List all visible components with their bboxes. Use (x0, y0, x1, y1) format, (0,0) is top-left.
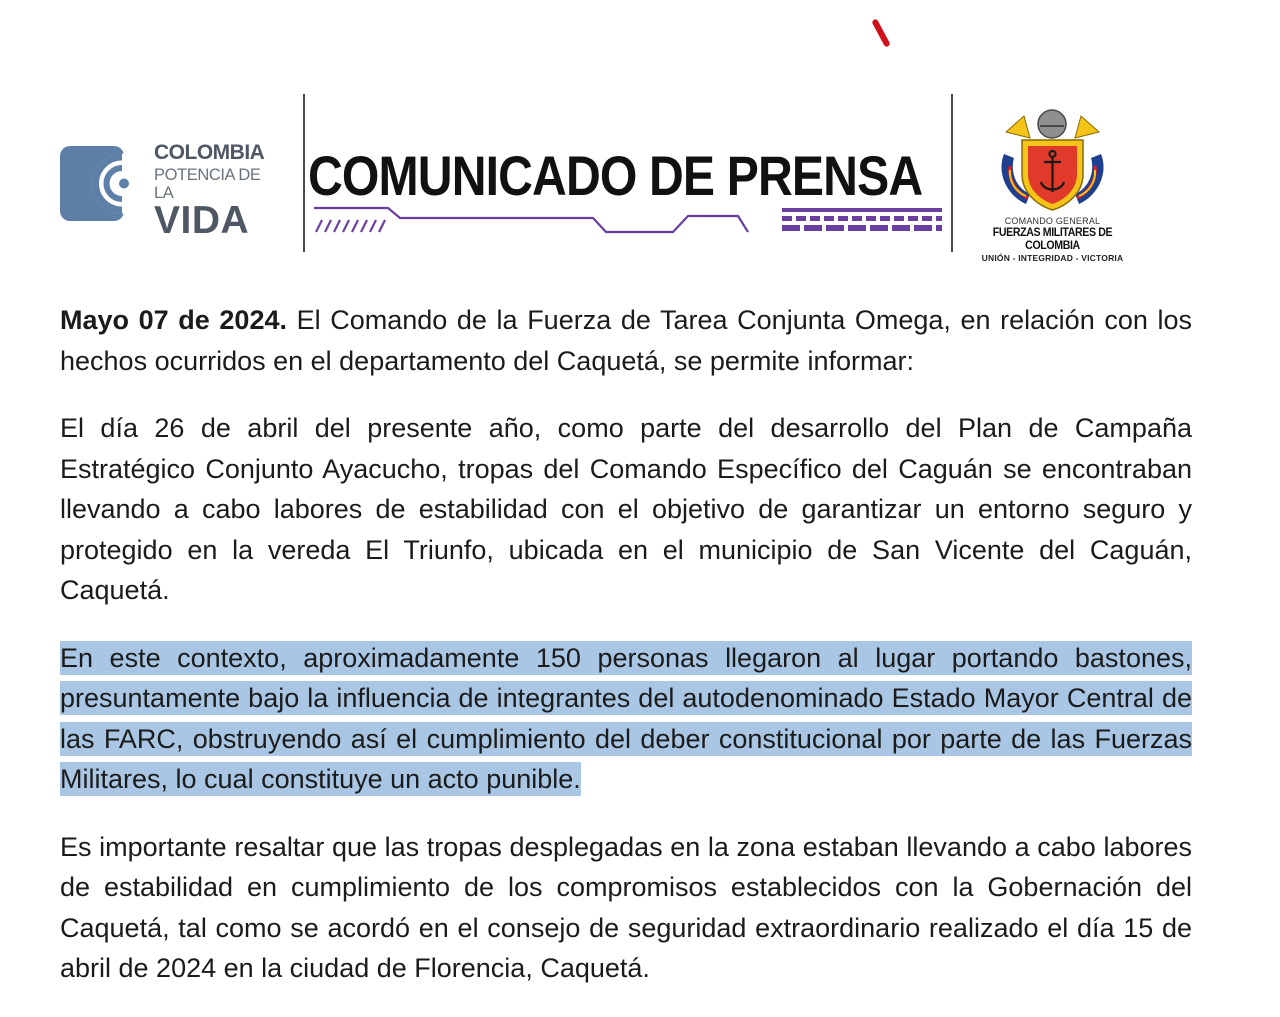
press-release-title-block (308, 136, 948, 246)
header-divider-right (951, 94, 953, 252)
military-shield-icon (1000, 108, 1105, 216)
document-header (0, 0, 1280, 270)
emblem-line-fuerzas: FUERZAS MILITARES DE COLOMBIA (992, 227, 1113, 252)
title-decoration (308, 198, 948, 246)
selected-text[interactable]: En este contexto, aproximadamente 150 personas llegaron al lugar portando bastones, presuntamente bajo la influencia de integrantes del autodenominado Estado Mayor Central de las FARC, obstruyendo así el cumplimiento del deber constitucional por parte de las Fuerzas Militares, lo cual constituye un acto punible. (60, 642, 1192, 794)
press-release-body (60, 300, 1192, 989)
colombia-waves-icon (60, 146, 138, 221)
colombia-potencia-de-la-vida-logo (60, 140, 275, 242)
paragraph-events: El día 26 de abril del presente año, como parte del desarrollo del Plan de Campaña Estratégico Conjunto Ayacucho, tropas del Comando Específico del Caguán se encontraban llevando a cabo labores de estabilidad con el objetivo de garantizar un entorno seguro y protegido en la vereda El Triunfo, ubicada en el municipio de San Vicente del Caguán, Caquetá. (60, 413, 1192, 605)
logo-line-colombia: COLOMBIA (154, 141, 265, 164)
intro-text: El Comando de la Fuerza de Tarea Conjunta Omega, en relación con los hechos ocurridos en el departamento del Caquetá, se permite informar: (60, 305, 1192, 376)
logo-line-potencia: POTENCIA DE LA (154, 166, 261, 202)
fuerzas-militares-logo (965, 108, 1140, 263)
emblem-line-motto: UNIÓN - INTEGRIDAD - VICTORIA (981, 253, 1124, 263)
paragraph-context-highlighted[interactable] (60, 638, 1192, 800)
paragraph-clarification: Es importante resaltar que las tropas desplegadas en la zona estaban llevando a cabo labores de estabilidad en cumplimiento de los compromisos establecidos con la Gobernación del Caquetá, tal como se acordó en el consejo de seguridad extraordinario realizado el día 15 de abril de 2024 en la ciudad de Florencia, Caquetá. (60, 831, 1192, 983)
logo-line-vida: VIDA (154, 199, 250, 242)
release-date: Mayo 07 de 2024. (60, 305, 287, 335)
emblem-line-comando: COMANDO GENERAL (1004, 216, 1101, 226)
colombia-logo-text (154, 140, 279, 240)
paragraph-intro (60, 300, 1192, 381)
page-title: COMUNICADO DE PRENSA (308, 144, 923, 207)
header-divider-left (303, 94, 305, 252)
military-logo-text (965, 216, 1140, 263)
